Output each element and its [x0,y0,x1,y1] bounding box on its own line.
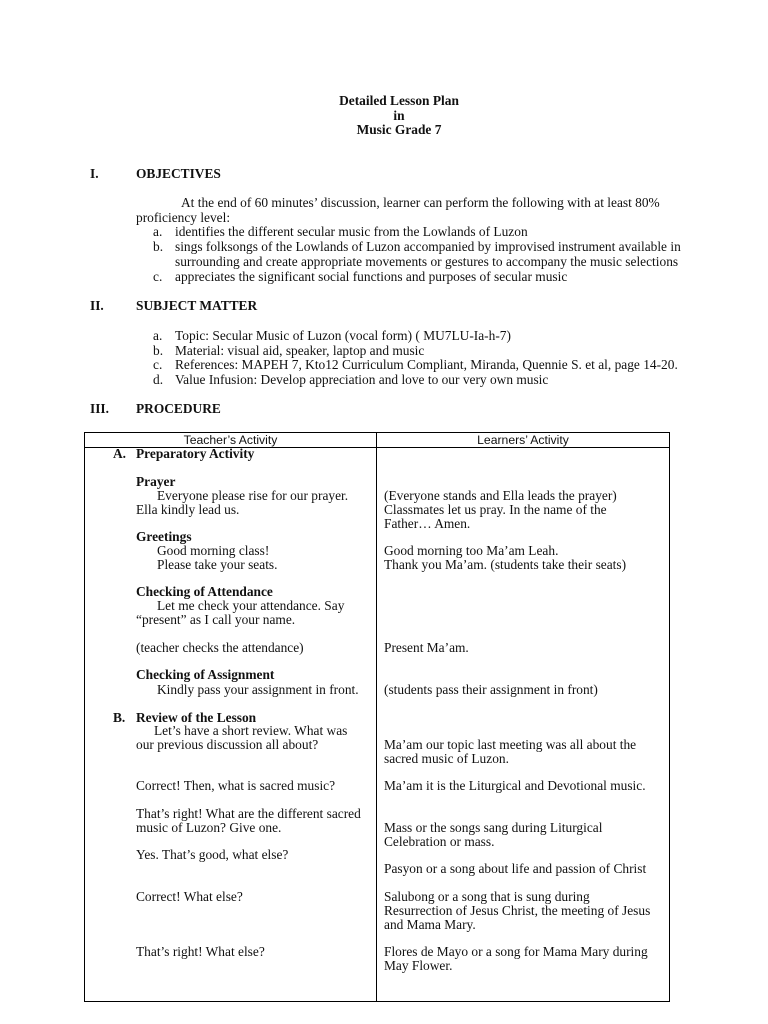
section-a-title: Preparatory Activity [136,446,255,461]
objective-item-cont: surrounding and create appropriate movements or gestures to accompany the music selections [175,254,679,269]
learner-line: Celebration or mass. [384,834,495,849]
objective-mark: c. [153,269,163,284]
teacher-line: Let me check your attendance. Say [157,598,345,613]
subject-heading: SUBJECT MATTER [136,298,258,313]
teacher-line: Correct! Then, what is sacred music? [136,778,336,793]
teacher-line: Ella kindly lead us. [136,502,240,517]
section-a-mark: A. [113,446,127,461]
learner-line: Resurrection of Jesus Christ, the meeting of Jesus [384,903,651,918]
learner-line: Thank you Ma’am. (students take their seats) [384,557,627,572]
prayer-heading: Prayer [136,474,176,489]
assignment-heading: Checking of Assignment [136,667,275,682]
teacher-line: That’s right! What else? [136,944,265,959]
subject-item: References: MAPEH 7, Kto12 Curriculum Compliant, Miranda, Quennie S. et al, page 14-20. [175,357,678,372]
teacher-line: music of Luzon? Give one. [136,820,282,835]
section-b-title: Review of the Lesson [136,710,257,725]
learner-line: Ma’am our topic last meeting was all about the [384,737,637,752]
table-border-left [84,432,85,1002]
learner-line: Salubong or a song that is sung during [384,889,590,904]
subject-item: Material: visual aid, speaker, laptop and music [175,343,425,358]
subject-mark: a. [153,328,163,343]
learner-line: Good morning too Ma’am Leah. [384,543,559,558]
teacher-column-header: Teacher’s Activity [183,433,278,447]
learner-line: and Mama Mary. [384,917,476,932]
objectives-intro-cont: proficiency level: [136,210,231,225]
section-b-mark: B. [113,710,126,725]
objective-item: sings folksongs of the Lowlands of Luzon accompanied by improvised instrument available in [175,239,681,254]
subject-item: Topic: Secular Music of Luzon (vocal form) ( MU7LU-Ia-h-7) [175,328,511,343]
objectives-intro: At the end of 60 minutes’ discussion, learner can perform the following with at least 80% [181,195,660,210]
doc-title-line3: Music Grade 7 [356,122,442,137]
teacher-line: Let’s have a short review. What was [154,723,348,738]
learner-line: Mass or the songs sang during Liturgical [384,820,603,835]
learner-line: sacred music of Luzon. [384,751,509,766]
learner-line: (students pass their assignment in front) [384,682,598,697]
learner-line: (Everyone stands and Ella leads the prayer) [384,488,617,503]
teacher-line: Everyone please rise for our prayer. [157,488,349,503]
objective-item: appreciates the significant social functions and purposes of secular music [175,269,568,284]
doc-title-line2: in [393,108,405,123]
objectives-heading: OBJECTIVES [136,166,221,181]
learner-line: Ma’am it is the Liturgical and Devotional music. [384,778,646,793]
subject-mark: b. [153,343,164,358]
teacher-line: Correct! What else? [136,889,243,904]
teacher-line: (teacher checks the attendance) [136,640,304,655]
learner-line: Present Ma’am. [384,640,469,655]
teacher-line: “present” as I call your name. [136,612,296,627]
learner-line: Flores de Mayo or a song for Mama Mary during [384,944,648,959]
objective-mark: a. [153,224,163,239]
procedure-heading: PROCEDURE [136,401,221,416]
teacher-line: Good morning class! [157,543,270,558]
teacher-line: Kindly pass your assignment in front. [157,682,359,697]
attendance-heading: Checking of Attendance [136,584,273,599]
subject-mark: d. [153,372,164,387]
table-column-divider [376,432,377,1002]
learner-line: Father… Amen. [384,516,471,531]
teacher-line: That’s right! What are the different sacred [136,806,361,821]
teacher-line: Please take your seats. [157,557,278,572]
objective-item: identifies the different secular music from the Lowlands of Luzon [175,224,528,239]
learner-line: Classmates let us pray. In the name of the [384,502,607,517]
subject-number: II. [90,298,104,313]
subject-item: Value Infusion: Develop appreciation and love to our very own music [175,372,549,387]
teacher-line: our previous discussion all about? [136,737,319,752]
objective-mark: b. [153,239,164,254]
teacher-line: Yes. That’s good, what else? [136,847,289,862]
table-border-bottom [84,1001,670,1002]
table-border-right [669,432,670,1002]
procedure-number: III. [90,401,109,416]
objectives-number: I. [90,166,99,181]
subject-mark: c. [153,357,163,372]
learner-line: May Flower. [384,958,453,973]
learner-line: Pasyon or a song about life and passion of Christ [384,861,647,876]
doc-title-line1: Detailed Lesson Plan [339,93,459,108]
greetings-heading: Greetings [136,529,192,544]
learner-column-header: Learners’ Activity [477,433,569,447]
